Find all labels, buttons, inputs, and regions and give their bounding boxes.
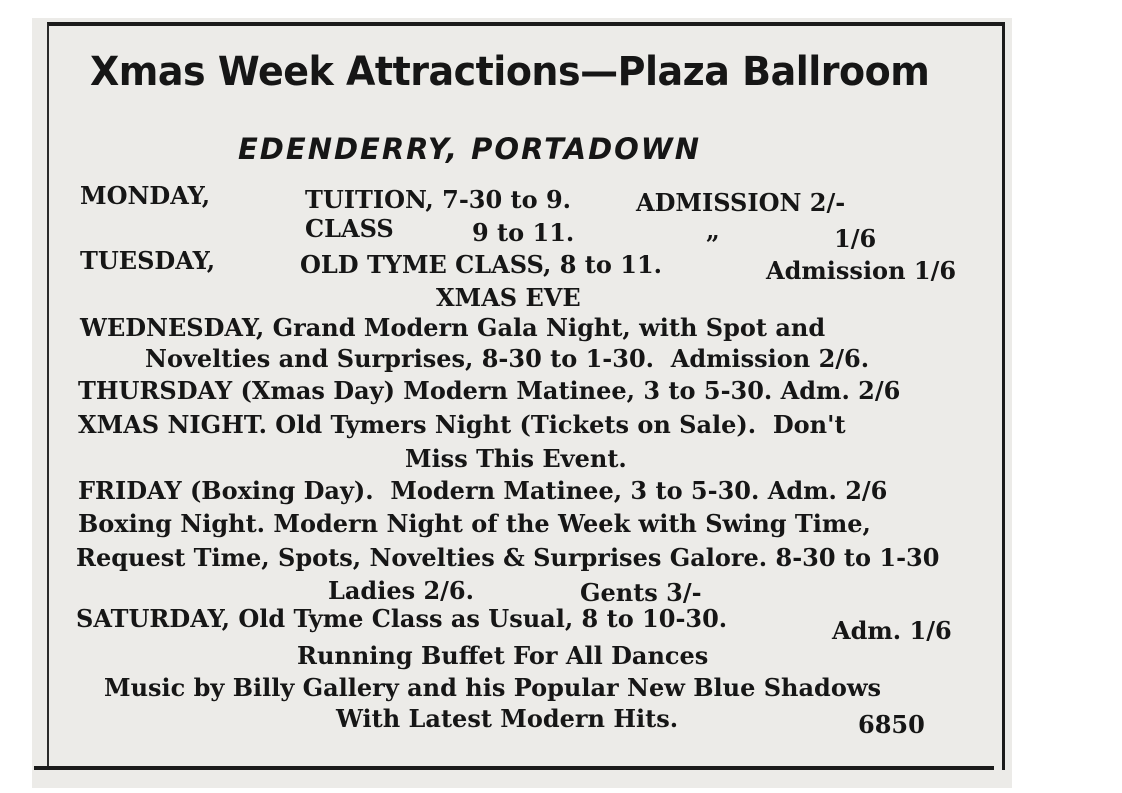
saturday-admission: Adm. 1/6	[832, 616, 952, 645]
friday-line-3: Request Time, Spots, Novelties & Surprises Galore. 8-30 to 1-30	[76, 543, 940, 572]
monday-tuition-admission: ADMISSION 2/-	[636, 188, 846, 217]
friday-gents-price: Gents 3/-	[580, 578, 702, 607]
monday-class-time: 9 to 11.	[472, 218, 575, 247]
thursday-line-2: XMAS NIGHT. Old Tymers Night (Tickets on Sale). Don't	[78, 410, 846, 439]
wednesday-line-2: Novelties and Surprises, 8-30 to 1-30. Admission 2/6.	[145, 344, 870, 373]
advert-location: EDENDERRY, PORTADOWN	[238, 132, 702, 166]
tuesday-day: TUESDAY,	[80, 246, 216, 275]
monday-class: CLASS	[305, 214, 394, 243]
advert-ref-number: 6850	[858, 710, 925, 739]
friday-line-2: Boxing Night. Modern Night of the Week with Swing Time,	[78, 509, 871, 538]
hits-line: With Latest Modern Hits.	[336, 704, 679, 733]
thursday-line-1: THURSDAY (Xmas Day) Modern Matinee, 3 to 5-30. Adm. 2/6	[78, 376, 901, 405]
monday-tuition: TUITION, 7-30 to 9.	[305, 185, 572, 214]
monday-day: MONDAY,	[80, 181, 211, 210]
tuesday-admission: Admission 1/6	[766, 256, 957, 285]
music-line: Music by Billy Gallery and his Popular New Blue Shadows	[104, 673, 881, 702]
xmas-eve-heading: XMAS EVE	[436, 283, 581, 312]
buffet-line: Running Buffet For All Dances	[297, 641, 709, 670]
bottom-rule	[34, 766, 994, 770]
thursday-line-3: Miss This Event.	[405, 444, 627, 473]
monday-ditto: „	[706, 216, 720, 245]
monday-class-price: 1/6	[834, 224, 877, 253]
tuesday-session: OLD TYME CLASS, 8 to 11.	[300, 250, 663, 279]
advert-headline: Xmas Week Attractions—Plaza Ballroom	[90, 48, 930, 95]
friday-line-1: FRIDAY (Boxing Day). Modern Matinee, 3 to 5-30. Adm. 2/6	[78, 476, 888, 505]
saturday-session: SATURDAY, Old Tyme Class as Usual, 8 to 10-30.	[76, 604, 728, 633]
friday-ladies-price: Ladies 2/6.	[328, 576, 474, 605]
wednesday-line-1: WEDNESDAY, Grand Modern Gala Night, with Spot and	[80, 313, 826, 342]
